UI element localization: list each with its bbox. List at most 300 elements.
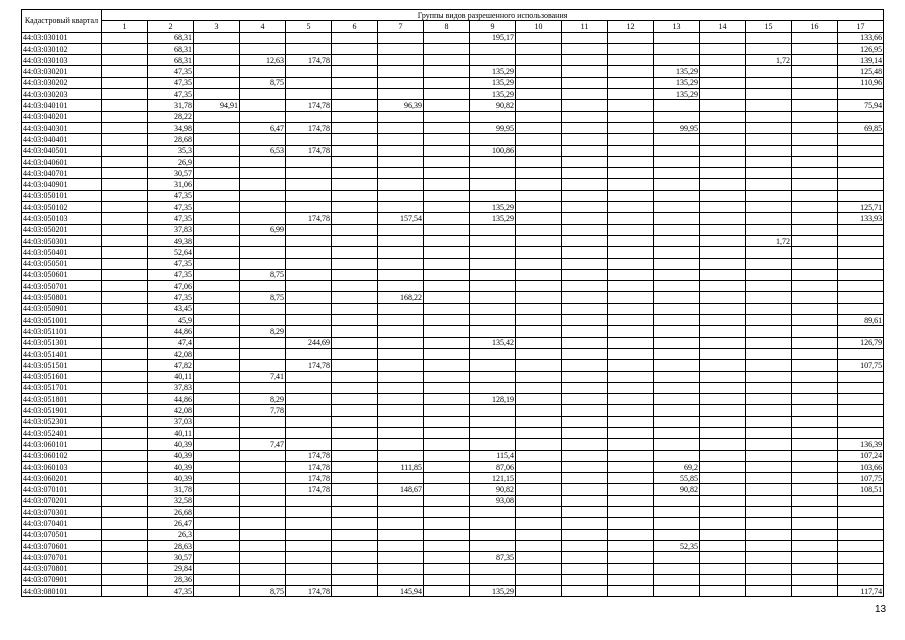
value-cell [792, 529, 838, 540]
value-cell [700, 518, 746, 529]
table-row [22, 382, 884, 393]
cadastral-quarter-cell: 44:03:051601 [22, 371, 102, 382]
value-cell [424, 55, 470, 66]
cadastral-quarter-cell: 44:03:040201 [22, 111, 102, 122]
value-cell [562, 473, 608, 484]
value-cell: 8,29 [240, 326, 286, 337]
table-row [22, 473, 884, 484]
value-cell [194, 315, 240, 326]
value-cell [746, 507, 792, 518]
value-cell [240, 89, 286, 100]
table-row [22, 326, 884, 337]
value-cell [562, 574, 608, 585]
value-cell [746, 190, 792, 201]
table-row [22, 484, 884, 495]
value-cell [102, 111, 148, 122]
value-cell [562, 405, 608, 416]
value-cell [792, 269, 838, 280]
value-cell [700, 394, 746, 405]
value-cell [746, 586, 792, 597]
value-cell [700, 235, 746, 246]
value-cell [378, 55, 424, 66]
table-row [22, 258, 884, 269]
table-row [22, 66, 884, 77]
value-cell [286, 315, 332, 326]
value-cell [378, 247, 424, 258]
value-cell [746, 179, 792, 190]
value-cell [424, 484, 470, 495]
value-cell [700, 43, 746, 54]
value-cell [378, 529, 424, 540]
cadastral-quarter-cell: 44:03:030201 [22, 66, 102, 77]
value-cell [746, 66, 792, 77]
value-cell [470, 518, 516, 529]
value-cell [378, 179, 424, 190]
value-cell [470, 405, 516, 416]
cadastral-quarter-cell: 44:03:051401 [22, 348, 102, 359]
value-cell: 93,08 [470, 495, 516, 506]
value-cell [562, 213, 608, 224]
value-cell: 135,29 [470, 213, 516, 224]
value-cell [378, 224, 424, 235]
value-cell: 40,39 [148, 473, 194, 484]
value-cell [378, 574, 424, 585]
value-cell [700, 326, 746, 337]
cadastral-quarter-cell: 44:03:050901 [22, 303, 102, 314]
value-cell [332, 315, 378, 326]
cadastral-quarter-cell: 44:03:030102 [22, 43, 102, 54]
value-cell [240, 337, 286, 348]
value-cell [424, 66, 470, 77]
value-cell: 135,42 [470, 337, 516, 348]
value-cell [378, 518, 424, 529]
value-cell [792, 484, 838, 495]
value-cell [470, 281, 516, 292]
value-cell [378, 563, 424, 574]
value-cell [608, 529, 654, 540]
cadastral-quarter-cell: 44:03:050701 [22, 281, 102, 292]
value-cell [608, 247, 654, 258]
value-cell: 45,9 [148, 315, 194, 326]
value-cell [792, 190, 838, 201]
value-cell [516, 552, 562, 563]
table-row [22, 122, 884, 133]
value-cell [470, 540, 516, 551]
value-cell [378, 235, 424, 246]
value-cell: 99,95 [470, 122, 516, 133]
value-cell [240, 100, 286, 111]
value-cell [424, 473, 470, 484]
value-cell [792, 66, 838, 77]
value-cell [838, 281, 884, 292]
value-cell [424, 461, 470, 472]
value-cell [700, 224, 746, 235]
value-cell [378, 32, 424, 43]
value-cell [240, 168, 286, 179]
value-cell [102, 529, 148, 540]
value-cell: 135,29 [470, 202, 516, 213]
value-cell [332, 450, 378, 461]
value-cell [332, 540, 378, 551]
value-cell [654, 326, 700, 337]
value-cell [102, 134, 148, 145]
value-cell [654, 55, 700, 66]
value-cell: 6,47 [240, 122, 286, 133]
value-cell: 148,67 [378, 484, 424, 495]
value-cell [286, 574, 332, 585]
value-cell: 40,11 [148, 427, 194, 438]
value-cell: 68,31 [148, 43, 194, 54]
table-row [22, 529, 884, 540]
value-cell [654, 394, 700, 405]
value-cell [194, 303, 240, 314]
table-row [22, 213, 884, 224]
cadastral-quarter-cell: 44:03:070501 [22, 529, 102, 540]
value-cell: 44,86 [148, 326, 194, 337]
value-cell [562, 292, 608, 303]
value-cell [424, 348, 470, 359]
value-cell [332, 179, 378, 190]
value-cell [102, 213, 148, 224]
value-cell [424, 145, 470, 156]
cadastral-quarter-cell: 44:03:070701 [22, 552, 102, 563]
value-cell [470, 382, 516, 393]
value-cell [102, 360, 148, 371]
value-cell [102, 122, 148, 133]
value-cell [792, 315, 838, 326]
value-cell [608, 269, 654, 280]
value-cell [700, 348, 746, 359]
value-cell: 174,78 [286, 586, 332, 597]
cadastral-quarter-cell: 44:03:060101 [22, 439, 102, 450]
value-cell: 99,95 [654, 122, 700, 133]
value-cell [378, 315, 424, 326]
value-cell [746, 247, 792, 258]
value-cell [194, 43, 240, 54]
value-cell [746, 258, 792, 269]
value-cell [792, 292, 838, 303]
value-cell [746, 202, 792, 213]
value-cell [700, 416, 746, 427]
table-row [22, 156, 884, 167]
value-cell [792, 303, 838, 314]
cadastral-quarter-cell: 44:03:040601 [22, 156, 102, 167]
value-cell [102, 315, 148, 326]
value-cell [838, 292, 884, 303]
value-cell: 55,85 [654, 473, 700, 484]
value-cell [608, 100, 654, 111]
value-cell [286, 168, 332, 179]
value-cell [470, 574, 516, 585]
value-cell [838, 495, 884, 506]
value-cell [240, 473, 286, 484]
value-cell [608, 507, 654, 518]
value-cell: 47,06 [148, 281, 194, 292]
value-cell: 8,75 [240, 269, 286, 280]
value-cell [424, 122, 470, 133]
value-cell [332, 507, 378, 518]
value-cell [792, 450, 838, 461]
value-cell [700, 495, 746, 506]
value-cell [562, 360, 608, 371]
value-cell [608, 315, 654, 326]
value-cell [608, 552, 654, 563]
value-cell [516, 247, 562, 258]
cadastral-quarter-cell: 44:03:040901 [22, 179, 102, 190]
value-cell [470, 371, 516, 382]
value-cell [240, 495, 286, 506]
cadastral-quarter-cell: 44:03:070201 [22, 495, 102, 506]
value-cell: 107,75 [838, 360, 884, 371]
value-cell [332, 473, 378, 484]
column-number-header: 10 [516, 21, 562, 32]
value-cell: 47,35 [148, 586, 194, 597]
value-cell: 121,15 [470, 473, 516, 484]
value-cell [746, 43, 792, 54]
value-cell [516, 337, 562, 348]
column-number-header: 1 [102, 21, 148, 32]
value-cell: 174,78 [286, 145, 332, 156]
value-cell [240, 202, 286, 213]
value-cell [516, 235, 562, 246]
value-cell [608, 518, 654, 529]
value-cell [194, 552, 240, 563]
value-cell [378, 405, 424, 416]
value-cell [332, 303, 378, 314]
value-cell [516, 461, 562, 472]
value-cell [700, 405, 746, 416]
value-cell [378, 507, 424, 518]
value-cell [286, 303, 332, 314]
value-cell [286, 427, 332, 438]
value-cell [746, 427, 792, 438]
value-cell: 90,82 [470, 484, 516, 495]
value-cell: 126,95 [838, 43, 884, 54]
value-cell: 47,35 [148, 213, 194, 224]
value-cell [378, 122, 424, 133]
value-cell [746, 495, 792, 506]
value-cell [654, 439, 700, 450]
value-cell [332, 190, 378, 201]
value-cell [792, 382, 838, 393]
value-cell [516, 77, 562, 88]
value-cell: 7,41 [240, 371, 286, 382]
value-cell [700, 77, 746, 88]
value-cell [102, 427, 148, 438]
value-cell [102, 235, 148, 246]
value-cell [286, 439, 332, 450]
value-cell [562, 281, 608, 292]
value-cell [102, 258, 148, 269]
value-cell [194, 518, 240, 529]
value-cell [516, 224, 562, 235]
value-cell [516, 518, 562, 529]
value-cell [102, 586, 148, 597]
value-cell [608, 235, 654, 246]
value-cell: 135,29 [470, 66, 516, 77]
table-row [22, 235, 884, 246]
value-cell [286, 77, 332, 88]
value-cell [194, 179, 240, 190]
value-cell [424, 258, 470, 269]
value-cell [240, 43, 286, 54]
value-cell [240, 134, 286, 145]
table-row [22, 55, 884, 66]
value-cell [424, 213, 470, 224]
table-row [22, 371, 884, 382]
value-cell [792, 348, 838, 359]
value-cell [286, 326, 332, 337]
value-cell: 157,54 [378, 213, 424, 224]
value-cell [562, 337, 608, 348]
table-row [22, 303, 884, 314]
cadastral-quarter-cell: 44:03:030202 [22, 77, 102, 88]
value-cell [470, 348, 516, 359]
cadastral-quarter-cell: 44:03:050101 [22, 190, 102, 201]
value-cell: 87,06 [470, 461, 516, 472]
value-cell [424, 360, 470, 371]
value-cell [194, 371, 240, 382]
value-cell [332, 461, 378, 472]
value-cell [562, 507, 608, 518]
value-cell [332, 563, 378, 574]
value-cell [332, 55, 378, 66]
value-cell [654, 507, 700, 518]
value-cell: 89,61 [838, 315, 884, 326]
value-cell [424, 156, 470, 167]
value-cell [424, 303, 470, 314]
value-cell [240, 507, 286, 518]
table-row [22, 563, 884, 574]
column-number-header: 11 [562, 21, 608, 32]
value-cell [792, 507, 838, 518]
value-cell: 6,53 [240, 145, 286, 156]
value-cell [792, 145, 838, 156]
value-cell: 8,29 [240, 394, 286, 405]
value-cell [654, 145, 700, 156]
value-cell [562, 156, 608, 167]
value-cell [608, 326, 654, 337]
value-cell: 37,03 [148, 416, 194, 427]
table-row [22, 100, 884, 111]
value-cell: 47,82 [148, 360, 194, 371]
value-cell [746, 405, 792, 416]
value-cell: 125,71 [838, 202, 884, 213]
value-cell: 28,36 [148, 574, 194, 585]
value-cell: 125,48 [838, 66, 884, 77]
value-cell [332, 405, 378, 416]
value-cell: 126,79 [838, 337, 884, 348]
value-cell [654, 303, 700, 314]
value-cell [240, 303, 286, 314]
value-cell [470, 563, 516, 574]
table-row [22, 586, 884, 597]
value-cell: 96,39 [378, 100, 424, 111]
value-cell [378, 281, 424, 292]
value-cell [332, 427, 378, 438]
value-cell [240, 450, 286, 461]
value-cell [700, 540, 746, 551]
column-number-header: 6 [332, 21, 378, 32]
value-cell [516, 371, 562, 382]
value-cell [424, 281, 470, 292]
value-cell [286, 235, 332, 246]
value-cell [424, 416, 470, 427]
value-cell [424, 315, 470, 326]
value-cell [838, 574, 884, 585]
value-cell [562, 303, 608, 314]
value-cell [286, 382, 332, 393]
value-cell [516, 540, 562, 551]
column-number-header: 13 [654, 21, 700, 32]
value-cell [240, 315, 286, 326]
value-cell [194, 405, 240, 416]
value-cell [332, 247, 378, 258]
value-cell [286, 529, 332, 540]
value-cell [562, 247, 608, 258]
cadastral-quarter-cell: 44:03:070801 [22, 563, 102, 574]
value-cell [562, 66, 608, 77]
value-cell [102, 326, 148, 337]
value-cell [424, 540, 470, 551]
value-cell [424, 507, 470, 518]
value-cell [700, 371, 746, 382]
value-cell [470, 416, 516, 427]
value-cell [792, 100, 838, 111]
land-use-table [21, 9, 884, 597]
value-cell [286, 348, 332, 359]
table-row [22, 439, 884, 450]
value-cell [700, 213, 746, 224]
value-cell: 139,14 [838, 55, 884, 66]
value-cell [194, 66, 240, 77]
value-cell [654, 348, 700, 359]
value-cell: 26,47 [148, 518, 194, 529]
cadastral-quarter-cell: 44:03:070101 [22, 484, 102, 495]
value-cell [424, 586, 470, 597]
value-cell: 174,78 [286, 473, 332, 484]
value-cell [562, 258, 608, 269]
value-cell [516, 111, 562, 122]
value-cell [700, 32, 746, 43]
value-cell: 37,83 [148, 382, 194, 393]
value-cell [654, 360, 700, 371]
value-cell: 110,96 [838, 77, 884, 88]
column-number-header: 14 [700, 21, 746, 32]
value-cell [286, 292, 332, 303]
value-cell [102, 484, 148, 495]
value-cell [332, 552, 378, 563]
value-cell [378, 202, 424, 213]
table-body [22, 32, 884, 597]
value-cell: 87,35 [470, 552, 516, 563]
value-cell: 8,75 [240, 292, 286, 303]
table-row [22, 190, 884, 201]
cadastral-quarter-cell: 44:03:050103 [22, 213, 102, 224]
value-cell [562, 495, 608, 506]
value-cell [792, 552, 838, 563]
cadastral-quarter-cell: 44:03:060201 [22, 473, 102, 484]
value-cell: 174,78 [286, 484, 332, 495]
value-cell [562, 122, 608, 133]
value-cell [654, 495, 700, 506]
value-cell: 28,68 [148, 134, 194, 145]
value-cell [838, 382, 884, 393]
value-cell: 174,78 [286, 461, 332, 472]
value-cell [562, 450, 608, 461]
value-cell [378, 360, 424, 371]
value-cell: 49,38 [148, 235, 194, 246]
